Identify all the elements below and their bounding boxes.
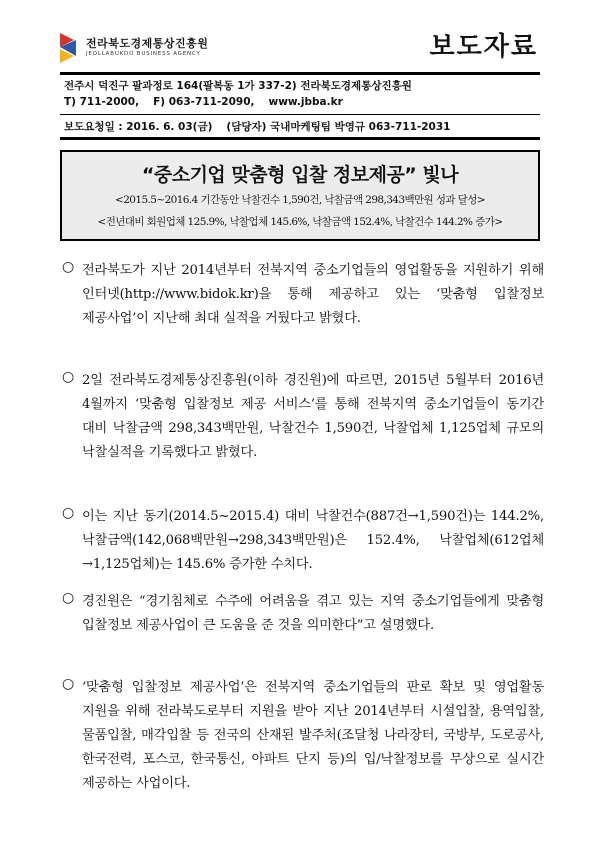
fax-number: F) 063-711-2090, <box>153 96 255 108</box>
org-name-english: JEOLLABUKDO BUSINESS AGENCY <box>86 51 201 57</box>
bullet-icon: ○ <box>62 369 75 385</box>
paragraph-text: 2일 전라북도경제통상진흥원(이하 경진원)에 따르면, 2015년 5월부터 2016년 4월까지 ‘맞춤형 입찰정보 제공 서비스’를 통해 전북지역 중소기업들이 동기간 대비 낙찰금액 298,343백만원, 낙찰건수 1,590건, 낙찰업체 1,125업체 규모의 낙찰실적을 기록했다고 밝혔다. <box>82 373 544 460</box>
contact-divider <box>60 114 540 115</box>
paragraph-text: ‘맞춤형 입찰정보 제공사업’은 전북지역 중소기업들의 판로 확보 및 영업활동 지원을 위해 전라북도로부터 지원을 받아 지난 2014년부터 시설입찰, 용역입찰, 물품입찰, 매각입찰 등 전국의 산재된 발주처(조달청 나라장터, 국방부, 도로공사, 한국전력, 포스코, 한국통신, 아파트 단지 등)의 입/낙찰정보를 무상으로 실시간 제공하는 사업이다. <box>82 680 544 791</box>
bullet-icon: ○ <box>62 259 75 275</box>
headline-subtitle-1: <2015.5~2016.4 기간동안 낙찰건수 1,590건, 낙찰금액 298,343백만원 성과 달성> <box>115 194 485 206</box>
headline-box <box>60 150 540 241</box>
bullet-icon: ○ <box>62 505 75 521</box>
paragraph-text: 전라북도가 지난 2014년부터 전북지역 중소기업들의 영업활동을 지원하기 위해 인터넷(http://www.bidok.kr)을 통해 제공하고 있는 ‘맞춤형 입찰정보 제공사업’이 지난해 최대 실적을 거뒀다고 밝혔다. <box>82 263 544 326</box>
bullet-icon: ○ <box>62 590 75 606</box>
header-top-rule <box>60 72 540 75</box>
bullet-icon: ○ <box>62 676 75 692</box>
header-bottom-rule <box>60 137 540 140</box>
paragraph-text: 경진원은 “경기침체로 수주에 어려움을 겪고 있는 지역 중소기업들에게 맞춤형 입찰정보 제공사업이 큰 도움을 준 것을 의미한다”고 설명했다. <box>82 594 544 633</box>
paragraph-text: 이는 지난 동기(2014.5~2015.4) 대비 낙찰건수(887건→1,590건)는 144.2%, 낙찰금액(142,068백만원→298,343백만원)은 152.4%, 낙찰업체(612업체→1,125업체)는 145.6% 증가한 수치다. <box>82 509 544 572</box>
phone-number: T) 711-2000, <box>64 96 140 108</box>
org-logo <box>56 30 226 70</box>
org-logo-mark-icon <box>56 30 84 66</box>
headline-subtitle-2: <전년대비 회원업체 125.9%, 낙찰업체 145.6%, 낙찰금액 152.4%, 낙찰건수 144.2% 증가> <box>97 216 503 228</box>
request-line <box>64 119 450 134</box>
org-name-korean: 전라북도경제통상진흥원 <box>86 37 209 50</box>
document-type-title: 보도자료 <box>429 32 538 62</box>
contact-person: (담당자) 국내마케팅팀 박영규 063-711-2031 <box>226 121 451 133</box>
address-line: 전주시 덕진구 팔과정로 164(팔복동 1가 337-2) 전라북도경제통상진흥원 <box>64 80 412 92</box>
phone-line <box>64 96 343 108</box>
request-date: 보도요청일 : 2016. 6. 03(금) <box>64 121 213 133</box>
headline-title: “중소기업 맞춤형 입찰 정보제공” 빛나 <box>141 164 459 186</box>
website-link[interactable]: www.jbba.kr <box>268 96 343 108</box>
